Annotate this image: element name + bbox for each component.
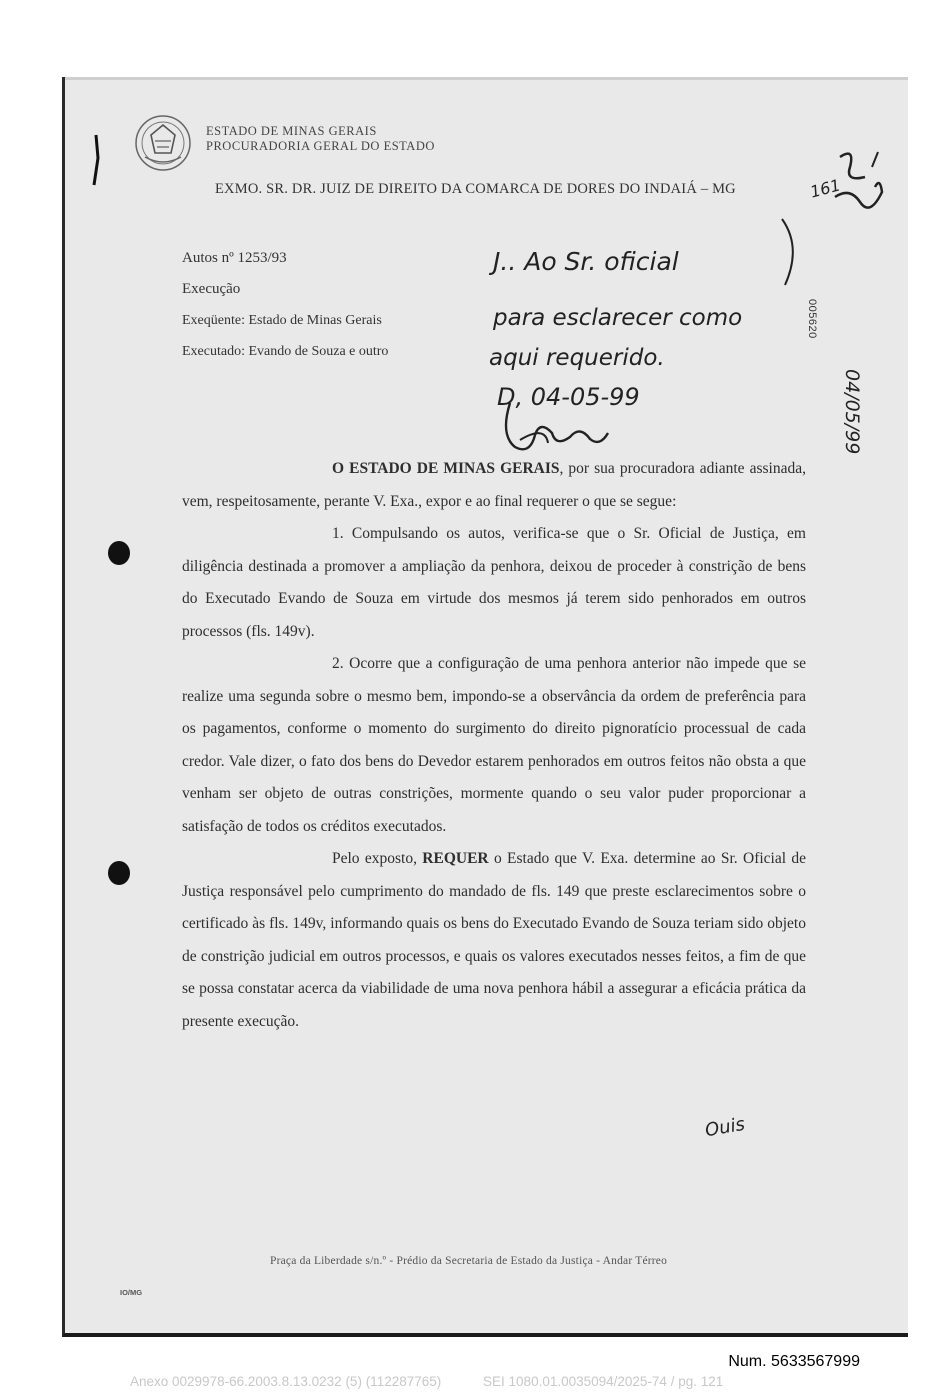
handwritten-dispatch-line1: J.. Ao Sr. oficial bbox=[493, 247, 679, 276]
petition-body bbox=[182, 453, 806, 1038]
handwritten-folio-number: 161 bbox=[808, 175, 843, 202]
handwritten-dispatch-line2: para esclarecer como bbox=[493, 305, 743, 331]
item-1-paragraph: 1. Compulsando os autos, verifica-se que o Sr. Oficial de Justiça, em diligência destinada a promover a ampliação da penhora, deixou de proceder à constrição de bens do Executado Evando de Souza em virtude dos mesmos já terem sido penhorados em outros processos (fls. 149v). bbox=[182, 525, 806, 640]
case-executado: Executado: Evando de Souza e outro bbox=[182, 344, 389, 359]
intro-paragraph bbox=[182, 453, 806, 518]
request-bold: REQUER bbox=[422, 850, 489, 867]
handwritten-judge-signature-icon bbox=[490, 395, 615, 457]
case-type: Execução bbox=[182, 281, 241, 297]
coat-of-arms-seal-icon bbox=[133, 113, 193, 173]
intro-bold: O ESTADO DE MINAS GERAIS bbox=[332, 460, 560, 477]
binder-clip-mark-icon bbox=[89, 133, 103, 188]
scanned-page bbox=[62, 77, 908, 1337]
scan-edge bbox=[65, 77, 908, 80]
document-number: Num. 5633567999 bbox=[728, 1353, 860, 1370]
case-number: Autos nº 1253/93 bbox=[182, 250, 287, 266]
punch-hole-icon bbox=[108, 541, 130, 565]
item-2-paragraph: 2. Ocorre que a configuração de uma penhora anterior não impede que se realize uma segunda sobre o mesmo bem, impondo-se a observância da ordem de preferência para os pagamentos, conforme o momento do surgimento do direito pignoratício processual de cada credor. Vale dizer, o fato dos bens do Devedor estarem penhorados em outros feitos não obsta a que venham ser objeto de outras constrições, mormente quando o seu valor puder proporcionar a satisfação de todos os créditos executados. bbox=[182, 655, 806, 835]
addressee-line: EXMO. SR. DR. JUIZ DE DIREITO DA COMARCA DE DORES DO INDAIÁ – MG bbox=[215, 181, 736, 197]
protocol-stamp-number: 005620 bbox=[806, 299, 818, 339]
form-code: IO/MG bbox=[120, 1288, 143, 1297]
intro-text: , por sua procuradora adiante assinada, vem, respeitosamente, perante V. Exa., expor e ao final requerer o que se segue: bbox=[182, 460, 806, 510]
handwritten-initials: Ouis bbox=[703, 1113, 747, 1142]
sei-reference: SEI 1080.01.0035094/2025-74 / pg. 121 bbox=[483, 1374, 724, 1389]
org-state: ESTADO DE MINAS GERAIS bbox=[206, 124, 377, 138]
handwritten-dispatch-line3: aqui requerido. bbox=[489, 345, 665, 371]
handwritten-side-date: 04/05/99 bbox=[841, 369, 863, 455]
request-pre: Pelo exposto, bbox=[332, 850, 423, 867]
request-paragraph bbox=[182, 843, 806, 1038]
footer-address: Praça da Liberdade s/n.º - Prédio da Secretaria de Estado da Justiça - Andar Térreo bbox=[270, 1255, 668, 1267]
handwritten-bracket-icon bbox=[777, 217, 807, 287]
org-department: PROCURADORIA GERAL DO ESTADO bbox=[206, 139, 435, 153]
case-exequente: Exeqüente: Estado de Minas Gerais bbox=[182, 313, 382, 328]
handwritten-dispatch-date: D, 04-05-99 bbox=[497, 383, 640, 411]
annex-reference: Anexo 0029978-66.2003.8.13.0232 (5) (112287765) bbox=[130, 1374, 442, 1389]
handwritten-signature-mark-icon bbox=[820, 147, 890, 232]
page-footer-meta bbox=[130, 1374, 723, 1389]
organization-header bbox=[206, 124, 435, 154]
request-text: o Estado que V. Exa. determine ao Sr. Oficial de Justiça responsável pelo cumprimento do mandado de fls. 149 que preste esclarecimentos sobre o certificado às fls. 149v, informando quais os bens do Executado Evando de Souza teriam sido objeto de constrição judicial em outros processos, e quais os valores executados nesses feitos, a fim de que se possa constatar acerca da viabilidade de uma nova penhora hábil a assegurar a eficácia prática da presente execução. bbox=[182, 850, 806, 1030]
case-info bbox=[182, 243, 388, 367]
punch-hole-icon bbox=[108, 861, 130, 885]
